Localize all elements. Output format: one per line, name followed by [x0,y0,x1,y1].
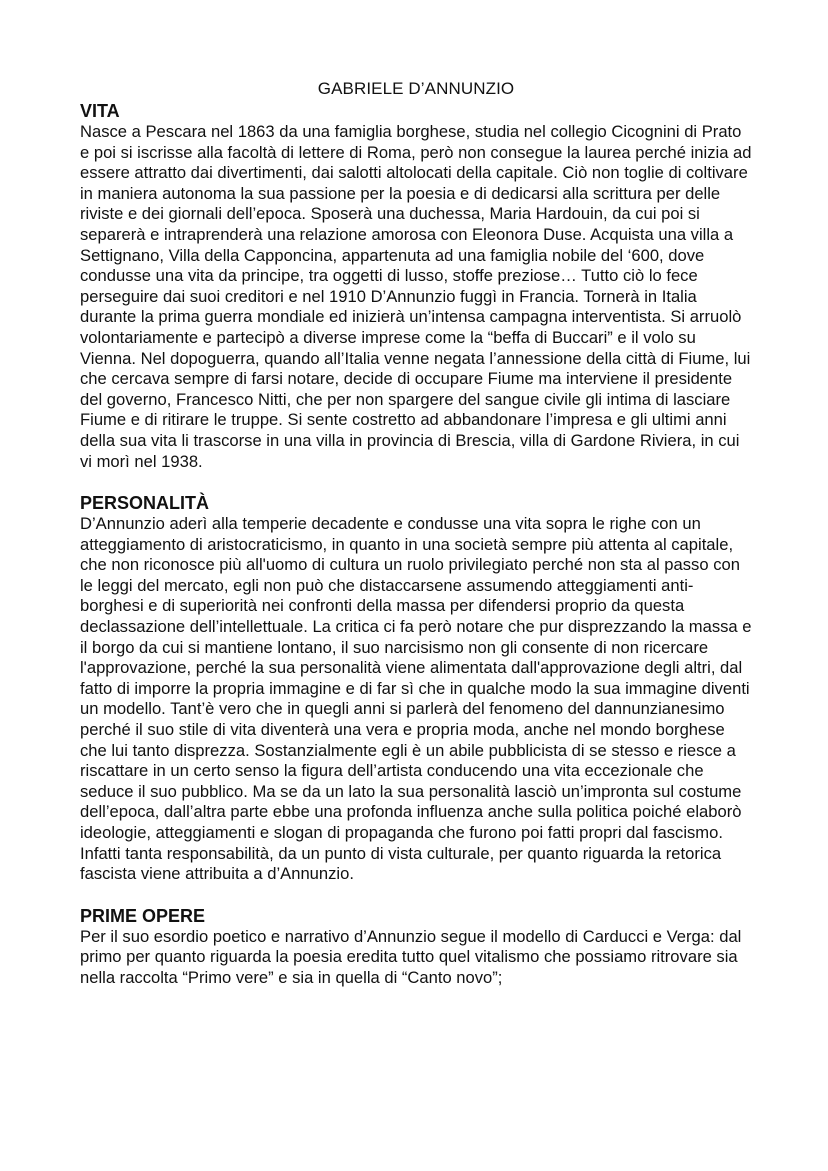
section-body-vita: Nasce a Pescara nel 1863 da una famiglia borghese, studia nel collegio Cicognini di Prato e poi si iscrisse alla facoltà di lettere di Roma, però non consegue la laurea perché inizia ad essere attratto dai divertimenti, dai salotti altolocati della capitale. Ciò non toglie di coltivare in maniera autonoma la sua passione per la poesia e di dedicarsi alla scrittura per delle riviste e dei giornali dell’epoca. Sposerà una duchessa, Maria Hardouin, da cui poi si separerà e intraprenderà una relazione amorosa con Eleonora Duse. Acquista una villa a Settignano, Villa della Capponcina, appartenuta ad una famiglia nobile del ‘600, dove condusse una vita da principe, tra oggetti di lusso, stoffe preziose… Tutto ciò lo fece perseguire dai suoi creditori e nel 1910 D’Annunzio fuggì in Francia. Tornerà in Italia durante la prima guerra mondiale ed inizierà un’intensa campagna interventista. Si arruolò volontariamente e partecipò a diverse imprese come la “beffa di Buccari” e il volo su Vienna. Nel dopoguerra, quando all’Italia venne negata l’annessione della città di Fiume, lui che cercava sempre di farsi notare, decide di occupare Fiume ma interviene il presidente del governo, Francesco Nitti, che per non spargere del sangue civile gli intima di lasciare Fiume e di ritirare le truppe. Si sente costretto ad abbandonare l’impresa e gli ultimi anni della sua vita li trascorse in una villa in provincia di Brescia, villa di Gardone Riviera, in cui vi morì nel 1938. [80,122,752,471]
section-heading-prime-opere: PRIME OPERE [80,905,206,926]
section-body-prime-opere: Per il suo esordio poetico e narrativo d’Annunzio segue il modello di Carducci e Verga: dal primo per quanto riguarda la poesia eredita tutto quel vitalismo che possiamo ritrovare sia nella raccolta “Primo vere” e sia in quella di “Canto novo”; [80,926,742,987]
section-heading-personalita: PERSONALITÀ [80,493,210,514]
document-page [80,78,752,989]
section-spacer [80,885,752,905]
section-prime-opere [80,905,752,989]
section-spacer [80,472,752,492]
section-vita [80,100,752,472]
section-body-personalita: D’Annunzio aderì alla temperie decadente e condusse una vita sopra le righe con un atteggiamento di aristocraticismo, in quanto in una società sempre più attenta al capitale, che non riconosce più all'uomo di cultura un ruolo privilegiato perché non sta al passo con le leggi del mercato, egli non può che distaccarsene assumendo atteggiamenti anti-borghesi e di superiorità nei confronti della massa per difendersi proprio da questa declassazione dell’intellettuale. La critica ci fa però notare che pur disprezzando la massa e il borgo da cui si mantiene lontano, il suo narcisismo non gli consente di non ricercare l'approvazione, perché la sua personalità viene alimentata dall'approvazione degli altri, dal fatto di imporre la propria immagine e di far sì che in qualche modo la sua immagine diventi un modello. Tant’è vero che in quegli anni si parlerà del fenomeno del dannunzianesimo perché il suo stile di vita diventerà una vera e propria moda, anche nel mondo borghese che lui tanto disprezza. Sostanzialmente egli è un abile pubblicista di se stesso e riesce a riscattare in un certo senso la figura dell’artista conducendo una vita eccezionale che seduce il suo pubblico. Ma se da un lato la sua personalità lasciò un’impronta sul costume dell’epoca, dall’altra parte ebbe una profonda influenza anche sulla politica poiché elaborò ideologie, atteggiamenti e slogan di propaganda che furono poi fatti propri dal fascismo. Infatti tanta responsabilità, da un punto di vista culturale, per quanto riguarda la retorica fascista viene attribuita a d’Annunzio. [80,514,752,884]
section-heading-vita: VITA [80,101,120,121]
document-title: GABRIELE D’ANNUNZIO [317,79,515,98]
section-personalita [80,492,752,885]
